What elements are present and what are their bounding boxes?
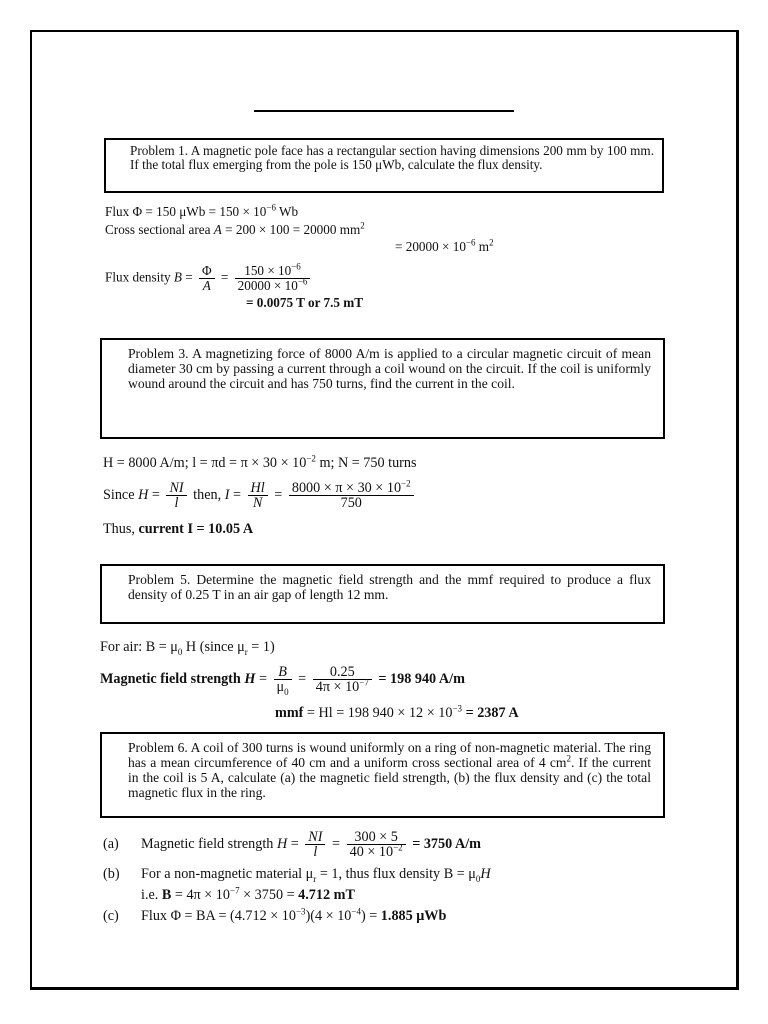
p3-frac3: $\frac{8000 \times \pi \times 30 \times 10^{-2}}{750}$ — [289, 481, 414, 510]
p3-result-line: Thus, current I = 10.05 A — [103, 521, 254, 537]
p5-mmf-line: mmf = Hl = 198 $940 \times 12 \times 10^{-3} = 2387$ A — [275, 703, 519, 721]
p3-formula-line: Since H = $\frac{NI}{l}$ then, I = $\frac{Hl}{N}$ = $\frac{8000 \times \pi \times 30 \times 10^{-2}}{750}$ — [103, 481, 417, 510]
p5-mfs-line: Magnetic field strength H = $\frac{B}{\mu_0}$ = $\frac{0.25}{4\pi \times 10^{-7}}$ = 198 940 A/m — [100, 664, 465, 697]
p1-frac2: $\frac{150 \times 10^{-6}}{20000 \times 10^{-6}}$ — [235, 264, 311, 293]
p3-frac2: $\frac{Hl}{N}$ — [248, 481, 268, 510]
p6-b-line: (b) For a non-magnetic material $\mu_r = 1$, thus flux density $B = \mu_0H$ — [103, 866, 491, 884]
problem-6-box — [100, 732, 665, 818]
problem-6-text: Problem 6. A coil of 300 turns is wound uniformly on a ring of non-magnetic material. The ring has a mean circumference of 40 cm and a uniform cross sectional area of 4 $cm^2$. If the current in the coil is 5 A, calculate (a) the magnetic field strength, (b) the flux density and (c) the total magnetic flux in the ring. — [128, 740, 651, 800]
problem-1-box — [104, 138, 664, 193]
problem-3-text: Problem 3. A magnetizing force of 8000 A/m is applied to a circular magnetic circuit of mean diameter 30 cm by passing a current through a coil wound on the circuit. If the coil is uniformly wound around the circuit and has 750 turns, find the current in the coil. — [128, 346, 651, 391]
p5-frac2: $\frac{0.25}{4\pi \times 10^{-7}}$ — [313, 665, 372, 694]
p6-c-line: (c) Flux Φ = BA = $(4.712 \times 10^{-3})(4 \times 10^{-4}) = 1.885$ μWb — [103, 906, 447, 924]
problem-5-box — [100, 564, 665, 624]
p6-ie-line: i.e. $B = 4\pi \times 10^{-7} \times 3750 = 4.712$ mT — [141, 885, 355, 903]
p6-a-line: (a) Magnetic field strength H = $\frac{NI}{l}$ = $\frac{300 \times 5}{40 \times 10^{-2}}$ = 3750 A/m — [103, 829, 481, 860]
p5-air-line: For air: $B = \mu_0$ H (since $\mu_r = 1$) — [100, 639, 275, 657]
p1-area-line: Cross sectional area A = 200 × 100 = 20000 $mm^2$ — [105, 220, 365, 237]
problem-5-text: Problem 5. Determine the magnetic field strength and the mmf required to produce a flux density of 0.25 T in an air gap of length 12 mm. — [128, 572, 651, 602]
problem-1-text: Problem 1. A magnetic pole face has a rectangular section having dimensions 200 mm by 100 mm. If the total flux emerging from the pole is 150 μWb, calculate the flux density. — [130, 143, 654, 172]
p3-given-line: H = 8000 A/m; $l = \pi d = \pi \times 30 \times 10^{-2}$ m; N = 750 turns — [103, 453, 417, 471]
p1-result: = 0.0075 T or 7.5 mT — [246, 295, 364, 310]
p1-area2-line: = $20000 \times 10^{-6}$ $m^2$ — [395, 237, 494, 254]
header-rule — [254, 110, 514, 112]
p1-density-line: Flux density B = $\frac{\Phi}{A}$ = $\frac{150 \times 10^{-6}}{20000 \times 10^{-6}}$ — [105, 264, 313, 293]
p1-flux-line: Flux Φ = 150 $\mu Wb = 150 \times 10^{-6}$ Wb — [105, 202, 299, 219]
p3-frac1: $\frac{NI}{l}$ — [166, 481, 186, 510]
problem-3-box — [100, 338, 665, 439]
p6-frac1: $\frac{NI}{l}$ — [305, 830, 325, 859]
p6-frac2: $\frac{300 \times 5}{40 \times 10^{-2}}$ — [347, 830, 406, 859]
p5-frac1: $\frac{B}{\mu_0}$ — [274, 665, 292, 694]
p3-result: current I = 10.05 A — [138, 521, 254, 537]
p1-frac1: $\frac{\Phi}{A}$ — [199, 264, 215, 293]
